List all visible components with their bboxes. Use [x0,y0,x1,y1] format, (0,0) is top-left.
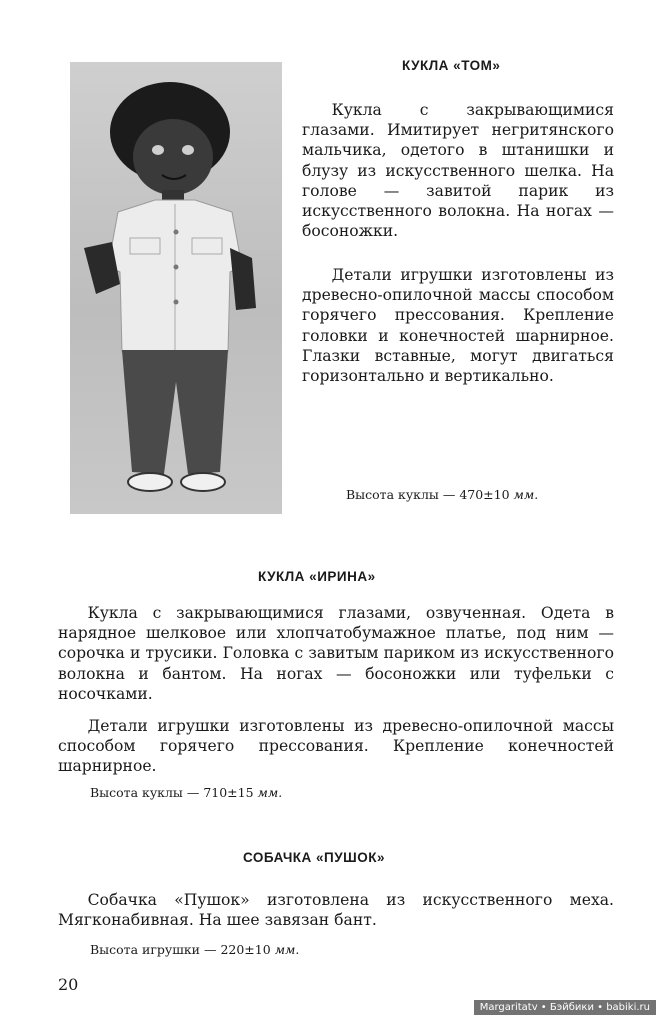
doll-tom-photo [70,62,282,514]
section-title-tom: КУКЛА «ТОМ» [402,58,501,73]
height-pushok [90,942,299,957]
watermark: Margaritatv • Бэйбики • babiki.ru [474,1000,656,1015]
height-tom-unit: мм. [513,487,539,502]
height-tom [346,487,538,502]
paragraph-pushok-1: Собачка «Пушок» изготовлена из искусственного меха. Мягконабивная. На шее завязан бант. [58,891,614,930]
paragraph-irina-2: Детали игрушки изготовлены из древесно-опилочной массы способом горячего прессования. Крепление конечностей шарнирное. [58,717,614,776]
height-irina [90,785,282,800]
height-tom-label: Высота куклы — 470±10 [346,487,510,502]
height-pushok-label: Высота игрушки — 220±10 [90,942,271,957]
height-pushok-unit: мм. [274,942,300,957]
page-number: 20 [58,975,79,994]
paragraph-tom-1: Кукла с закрывающимися глазами. Имитирует негритянского мальчика, одетого в штанишки и блузу из искусственного шелка. На голове — завитой парик из искусственного волокна. На ногах — босоножки. [302,101,614,241]
section-title-irina: КУКЛА «ИРИНА» [258,569,376,584]
height-irina-label: Высота куклы — 710±15 [90,785,254,800]
paragraph-tom-2: Детали игрушки изготовлены из древесно-опилочной массы способом горячего прессования. Крепление головки и конечностей шарнирное. Глазки вставные, могут двигаться горизонтально и вертикально. [302,266,614,386]
height-irina-unit: мм. [257,785,283,800]
paragraph-irina-1: Кукла с закрывающимися глазами, озвученная. Одета в нарядное шелковое или хлопчатобумажное платье, под ним — сорочка и трусики. Головка с завитым париком из искусственного волокна и бантом. На ногах — босоножки или туфельки с носочками. [58,604,614,703]
section-title-pushok: СОБАЧКА «ПУШОК» [243,850,385,865]
